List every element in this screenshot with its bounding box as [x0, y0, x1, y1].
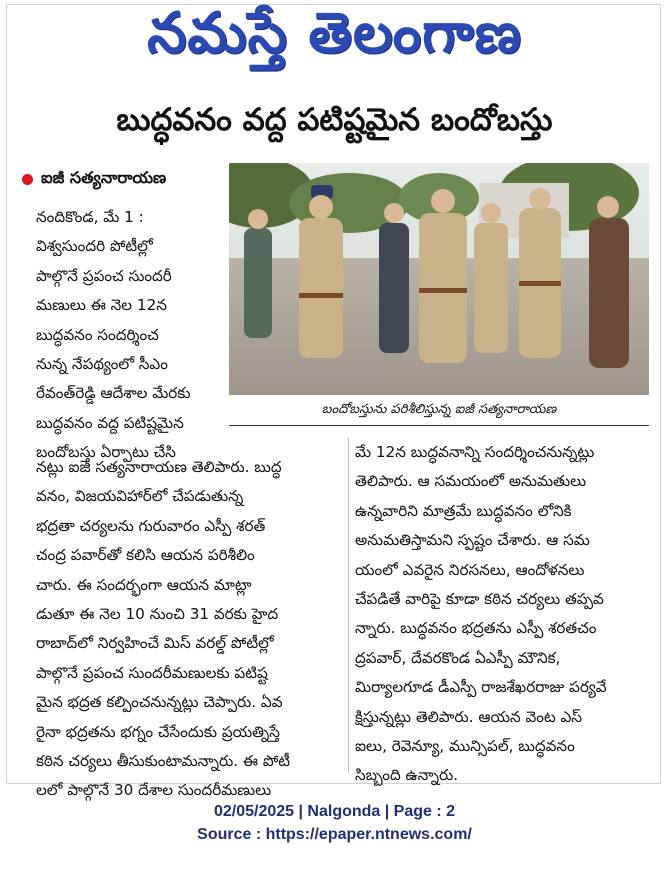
masthead-logo — [0, 0, 669, 80]
caption-divider — [229, 425, 649, 426]
text-line: విశ్వసుందరి పోటీల్లో — [36, 237, 153, 256]
text-line: యంలో ఎవరైన నిరసనలు, ఆందోళనలు — [355, 560, 585, 579]
text-line: పాల్గొనే ప్రపంచ సుందరీ — [36, 266, 172, 285]
text-line: చారు. ఈ సందర్భంగా ఆయన మాట్లా — [36, 575, 252, 594]
headline — [0, 92, 669, 154]
footer-date-edition: 02/05/2025 | Nalgonda | Page : 2 — [213, 803, 456, 820]
text-line: అనుమతిస్తామని స్పష్టం చేశారు. ఆ సమ — [355, 531, 590, 550]
text-line: డుతూ ఈ నెల 10 నుంచి 31 వరకు హైద — [36, 604, 279, 623]
text-line: న్నారు. బుద్ధవనం భద్రతను ఎస్పీ శరతచం — [355, 619, 597, 638]
news-photo — [229, 163, 649, 395]
column-divider — [348, 438, 349, 773]
article-column-3 — [355, 438, 653, 791]
text-line: రేవంత్‌రెడ్డి ఆదేశాల మేరకు — [36, 384, 191, 403]
text-line: పాల్గొనే ప్రపంచ సుందరీమణులకు పటిష్ట — [36, 663, 268, 682]
byline — [22, 166, 166, 192]
footer-source-link[interactable]: Source : https://epaper.ntnews.com/ — [197, 826, 472, 843]
text-line: నట్లు ఐజీ సత్యనారాయణ తెలిపారు. బుద్ధ — [36, 458, 282, 476]
text-line: ద్రపవార్, దేవరకొండ ఏఎస్పీ మౌనిక, — [355, 648, 561, 667]
text-line: రాబాద్‌లో నిర్వహించే మిస్ వరల్డ్ పోటీల్లో — [36, 634, 274, 653]
text-line: ఐలు, రెవెన్యూ, మున్సిపల్, బుద్ధవనం — [355, 736, 575, 755]
text-line: నందికొండ, మే 1 : — [36, 208, 144, 226]
text-line: లలో పాల్గొనే 30 దేశాల సుందరీమణులు — [36, 781, 272, 800]
text-line: చంద్ర పవార్‌తో కలిసి ఆయన పరిశీలిం — [36, 546, 255, 565]
text-line: రైనా భద్రతను భగ్నం చేసేందుకు ప్రయత్నిస్తే — [36, 722, 280, 741]
text-line: బుద్ధవనం వద్ద పటిష్టమైన — [36, 413, 184, 432]
text-line: సిబ్బంది ఉన్నారు. — [355, 766, 459, 785]
text-line: భద్రతా చర్యలను గురువారం ఎస్పీ శరత్ — [36, 516, 266, 535]
text-line: తెలిపారు. ఆ సమయంలో అనుమతులు — [355, 472, 587, 491]
photo-illustration — [229, 163, 649, 395]
text-line: కఠిన చర్యలు తీసుకుంటామన్నారు. ఈ పోటీ — [36, 751, 291, 770]
text-line: బుద్ధవనం సందర్శించ — [36, 325, 159, 344]
text-line: ఉన్నవారిని మాత్రమే బుద్ధవనం లోనికి — [355, 501, 572, 520]
article-column-2 — [36, 453, 348, 806]
byline-text: ఐజీ సత్యనారాయణ — [41, 167, 167, 187]
headline-text: బుద్ధవనం వద్ద పటిష్టమైన బందోబస్తు — [116, 101, 553, 138]
photo-caption-text: బందోబస్తును పరిశీలిస్తున్న ఐజీ సత్యనారాయణ — [321, 402, 557, 417]
text-line: మైన భద్రత కల్పించనున్నట్లు చెప్పారు. ఏవ — [36, 693, 283, 712]
text-line: చేపడితే వారిపై కూడా కఠిన చర్యలు తప్పవ — [355, 589, 604, 608]
text-line: మణులు ఈ నెల 12న — [36, 296, 167, 315]
article-column-1 — [36, 203, 212, 468]
text-line: నున్న నేపథ్యంలో సీఎం — [36, 354, 168, 373]
photo-caption — [229, 397, 649, 425]
text-line: మే 12న బుద్ధవనాన్ని సందర్శించనున్నట్లు — [355, 443, 595, 461]
masthead-title: నమస్తే తెలంగాణ — [147, 0, 522, 66]
footer — [0, 800, 669, 846]
bullet-dot-icon — [22, 174, 33, 185]
text-line: బందోబస్తు ఏర్పాటు చేసి — [36, 443, 176, 462]
text-line: క్షిస్తున్నట్లు తెలిపారు. ఆయన వెంట ఎస్ — [355, 707, 582, 726]
text-line: వనం, విజయవిహార్‌లో చేపడుతున్న — [36, 487, 244, 506]
text-line: మిర్యాలగూడ డీఎస్పీ రాజశేఖరరాజు పర్యవే — [355, 678, 607, 697]
